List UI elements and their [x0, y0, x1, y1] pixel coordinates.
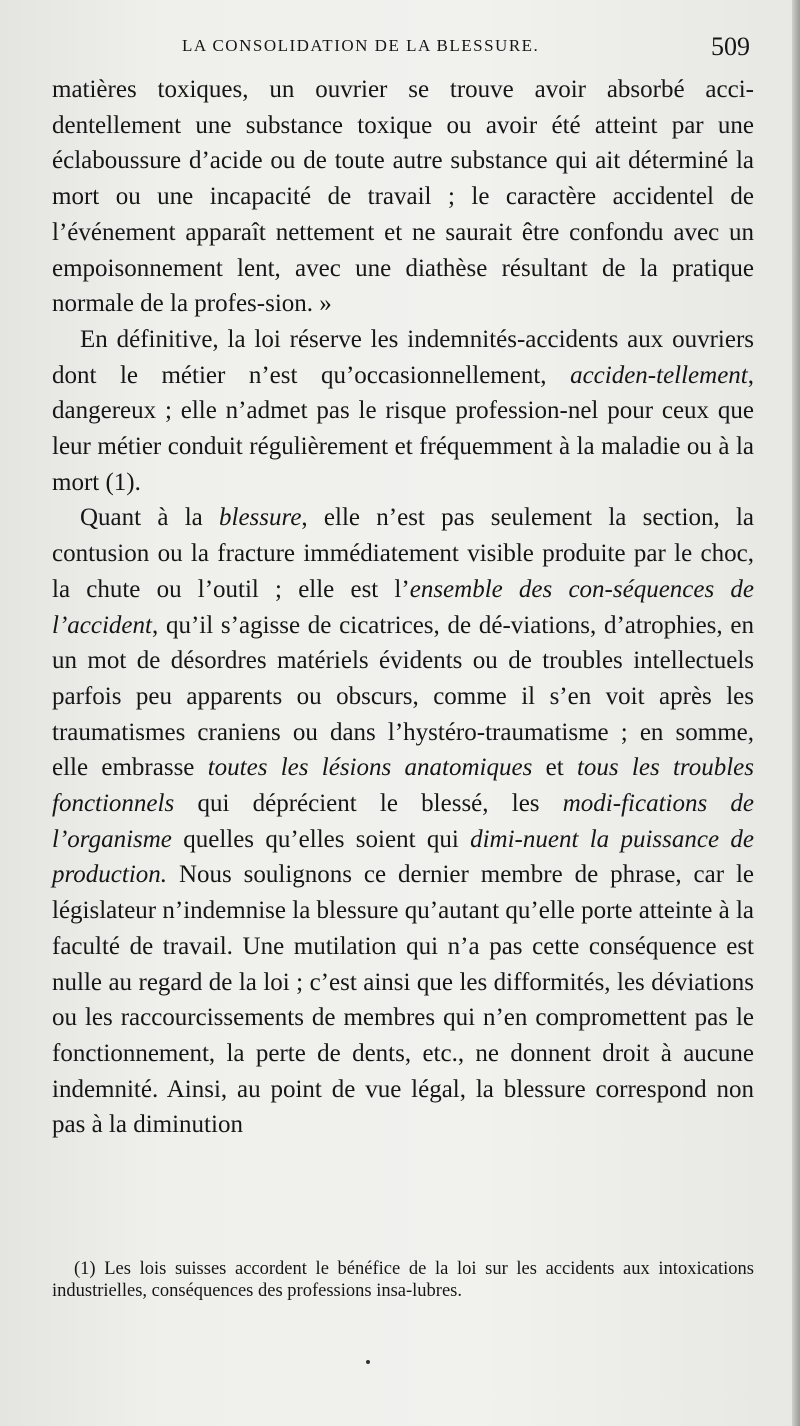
text-run: , dangereux ; elle n’admet pas le risque profession-nel pour ceux que leur métier conduit régulièrement et fréquemment à la maladie ou à la mort (1). [52, 361, 754, 496]
italic-emphasis: ensemble des con-séquences de l’accident [52, 575, 754, 639]
italic-emphasis: toutes les lésions anatomiques [207, 754, 533, 782]
text-run: Quant à la [80, 504, 220, 532]
footnote-text: (1) Les lois suisses accordent le bénéfice de la loi sur les accidents aux intoxications industrielles, conséquences des professions insa-lubres. [52, 1259, 754, 1301]
page-number: 509 [711, 32, 750, 61]
body-text [52, 72, 754, 1143]
italic-emphasis: blessure [219, 504, 302, 532]
text-run: qui déprécient le blessé, les [174, 790, 563, 818]
italic-emphasis: tous les troubles fonctionnels [52, 754, 754, 818]
paragraph-2 [52, 322, 754, 501]
text-run: En définitive, la loi réserve les indemnités-accidents aux ouvriers dont le métier n’est qu’occasionnellement, [52, 325, 754, 389]
text-run: Nous soulignons ce dernier membre de phrase, car le législateur n’indemnise la blessure qu’autant qu’elle porte atteinte à la faculté de travail. Une mutilation qui n’a pas cette conséquence est nulle au regard de la loi ; c’est ainsi que les difformités, les déviations ou les raccourcissements de membres qui n’en compromettent pas le fonctionnement, la perte de dents, etc., ne donnent droit à aucune indemnité. Ainsi, au point de vue légal, la blessure correspond non pas à la diminution [52, 861, 754, 1139]
italic-emphasis: dimi-nuent la puissance de production. [52, 825, 754, 889]
italic-emphasis: acciden-tellement [570, 361, 748, 389]
paragraph-1 [52, 72, 754, 322]
running-head: LA CONSOLIDATION DE LA BLESSURE. [182, 36, 540, 55]
footnote [52, 1258, 754, 1302]
text-run: et [532, 754, 577, 782]
text-run: , qu’il s’agisse de cicatrices, de dé-viations, d’atrophies, en un mot de désordres matériels évidents ou de troubles intellectuels parfois peu apparents ou obscurs, comme il s’en voit après les traumatismes craniens ou dans l’hystéro-traumatisme ; en somme, elle embrasse [52, 611, 754, 782]
italic-emphasis: modi-fications de l’organisme [52, 790, 754, 853]
text-run: matières toxiques, un ouvrier se trouve avoir absorbé acci-dentellement une substance toxique ou avoir été atteint par une éclaboussure d’acide ou de toute autre substance qui ait déterminé la mort ou une incapacité de travail ; le caractère accidentel de l’événement apparaît nettement et ne saurait être confondu avec un empoisonnement lent, avec une diathèse résultant de la pratique normale de la profes-sion. » [52, 76, 754, 318]
paragraph-3 [52, 500, 754, 1143]
page-header [52, 32, 752, 72]
page-edge-shadow [792, 0, 800, 1426]
text-run: quelles qu’elles soient qui [171, 825, 471, 853]
print-speck [366, 1360, 370, 1364]
text-run: , elle n’est pas seulement la section, la contusion ou la fracture immédiatement visible produite par le choc, la chute ou l’outil ; elle est l’ [52, 504, 754, 603]
